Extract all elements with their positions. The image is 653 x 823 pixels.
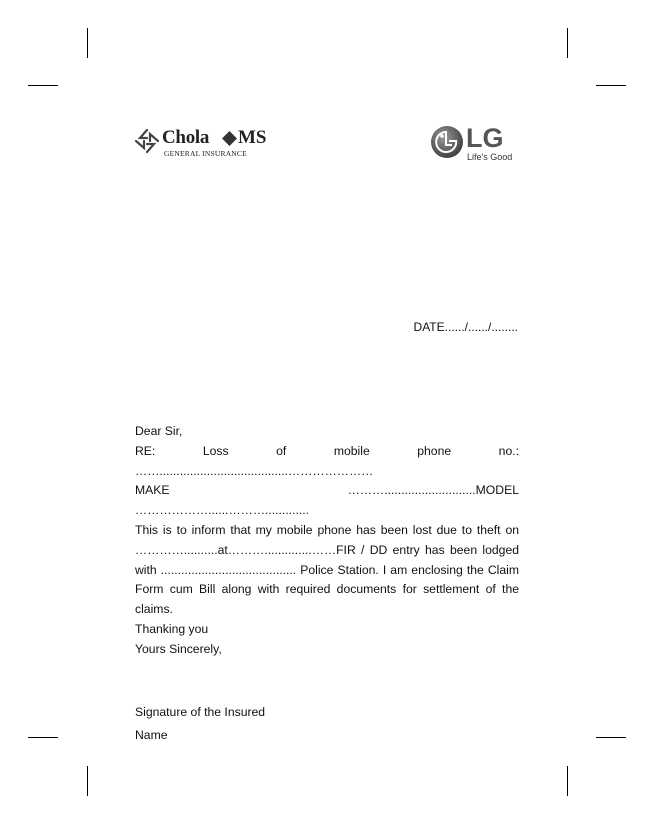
crop-mark-bottom-right-vertical (567, 766, 568, 796)
crop-mark-top-left-horizontal (28, 85, 58, 86)
closing-line: Yours Sincerely, (135, 641, 222, 656)
signature-label: Signature of the Insured (135, 704, 266, 719)
lg-logo (430, 123, 520, 165)
chola-logo-word: Chola (162, 127, 210, 148)
crop-mark-bottom-left-horizontal (28, 737, 58, 738)
chola-emblem-icon (134, 128, 160, 154)
thanking-line: Thanking you (135, 621, 209, 636)
crop-mark-top-right-vertical (567, 28, 568, 58)
body-line: …………..........at………..............……FIR / DD entry has been lodged (135, 542, 519, 557)
salutation: Dear Sir, (135, 424, 183, 438)
chola-logo-ms: MS (238, 127, 267, 148)
letter-body (135, 422, 519, 747)
signature-block (135, 701, 519, 747)
lg-tagline: Life's Good (467, 152, 513, 162)
body-line: This is to inform that my mobile phone has been lost due to theft on (135, 522, 519, 537)
crop-mark-bottom-right-horizontal (596, 737, 626, 738)
date-field: DATE....../....../........ (413, 320, 518, 334)
chola-logo-subtitle: GENERAL INSURANCE (164, 149, 247, 158)
crop-mark-top-right-horizontal (596, 85, 626, 86)
body-line: with ........................................ Police Station. I am enclosing the Claim (135, 562, 519, 577)
chola-ms-logo (134, 126, 294, 162)
re-line: RE: Loss of mobile phone no.: ……......................................………………… (135, 443, 519, 478)
lg-face-icon (430, 125, 464, 159)
lg-logo-word: LG (466, 123, 504, 153)
name-label: Name (135, 727, 168, 742)
signature-space (135, 660, 519, 701)
diamond-icon (222, 131, 237, 146)
make-model-line: MAKE ………...........................MODEL ………………......………............. (135, 483, 519, 518)
crop-mark-top-left-vertical (87, 28, 88, 58)
body-line: Form cum Bill along with required documents for settlement of the claims. (135, 582, 519, 617)
crop-mark-bottom-left-vertical (87, 766, 88, 796)
